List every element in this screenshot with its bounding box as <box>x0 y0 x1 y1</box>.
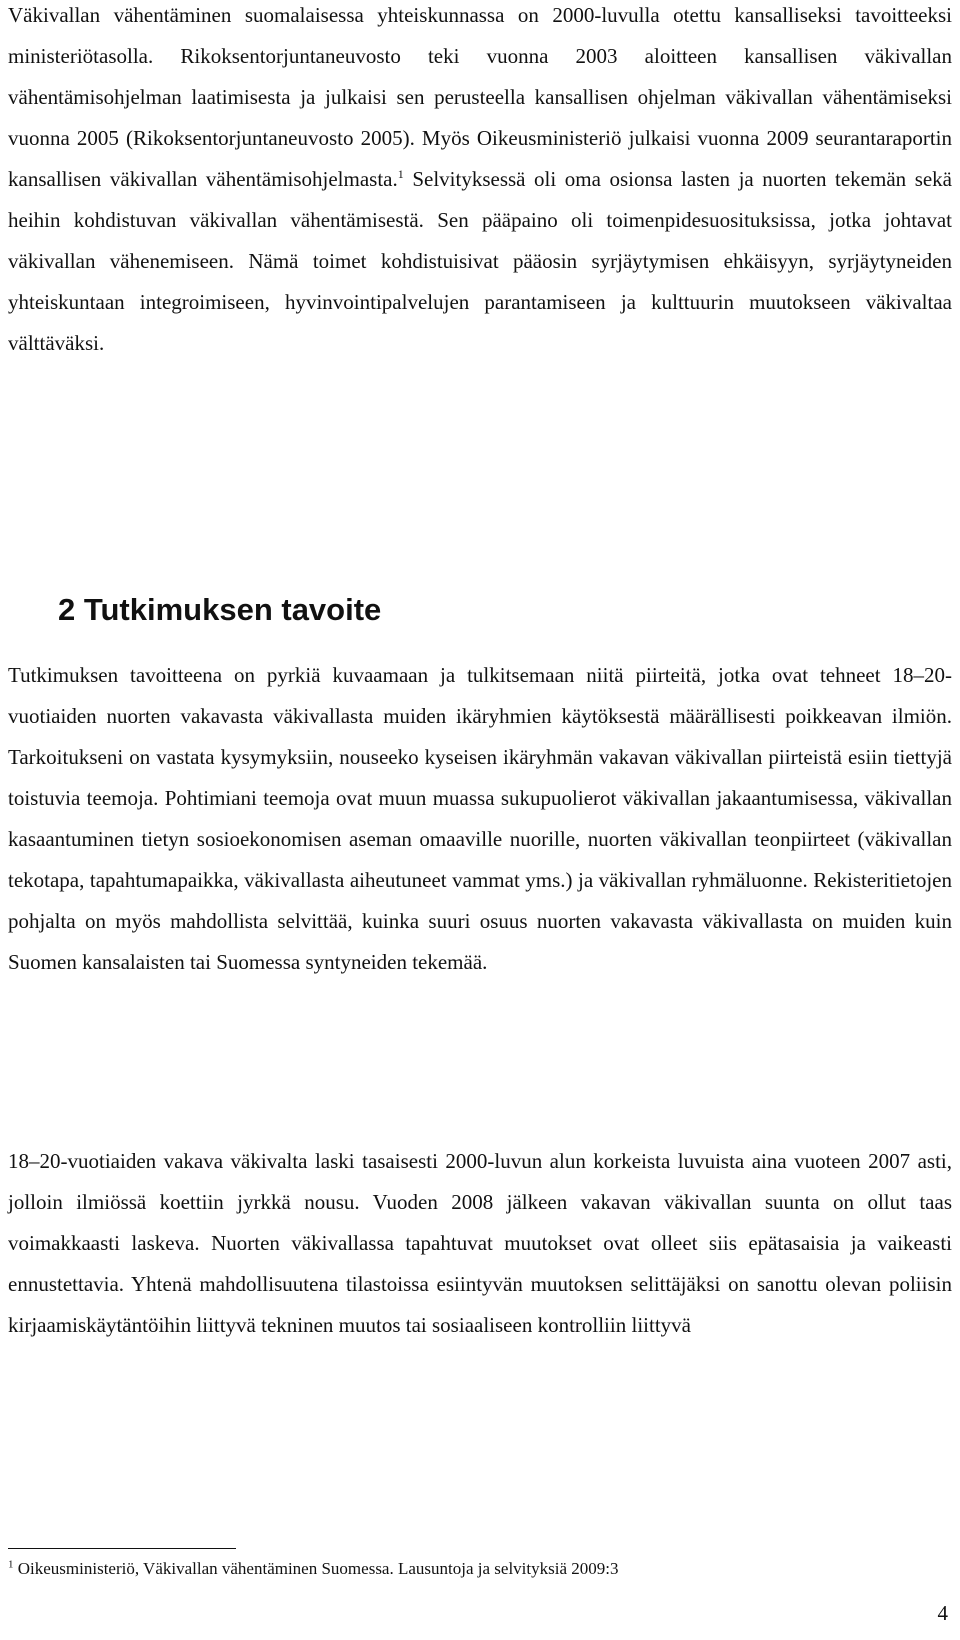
intro-paragraph <box>8 0 952 364</box>
footnote <box>8 1558 618 1580</box>
intro-text-continued: Selvityksessä oli oma osionsa lasten ja nuorten tekemän sekä heihin kohdistuvan väkivallan vähentämisestä. Sen pääpaino oli toimenpidesuosituksissa, jotka johtavat väkivallan vähenemiseen. Nämä toimet kohdistuisivat pääosin syrjäytymisen ehkäisyyn, syrjäytyneiden yhteiskuntaan integroimiseen, hyvinvointipalvelujen parantamiseen ja kulttuurin muutokseen väkivaltaa välttäväksi. <box>8 167 953 355</box>
intro-section <box>8 0 952 364</box>
footnote-number: 1 <box>8 1558 14 1571</box>
footnote-reference[interactable]: 1 <box>397 167 404 181</box>
section-heading: 2 Tutkimuksen tavoite <box>58 592 382 627</box>
trend-section <box>8 1141 952 1346</box>
page-number: 4 <box>937 1601 948 1625</box>
trend-paragraph: 18–20-vuotiaiden vakava väkivalta laski tasaisesti 2000-luvun alun korkeista luvuista aina vuoteen 2007 asti, jolloin ilmiössä koettiin jyrkkä nousu. Vuoden 2008 jälkeen vakavan väkivallan suunta on ollut taas voimakkaasti laskeva. Nuorten väkivallassa tapahtuvat muutokset ovat olleet siis epätasaisia ja vaikeasti ennustettavia. Yhtenä mahdollisuutena tilastoissa esiintyvän muutoksen selittäjäksi on sanottu olevan poliisin kirjaamiskäytäntöihin liittyvä tekninen muutos tai sosiaaliseen kontrolliin liittyvä <box>8 1149 952 1337</box>
goal-paragraph: Tutkimuksen tavoitteena on pyrkiä kuvaamaan ja tulkitsemaan niitä piirteitä, jotka ovat tehneet 18–20-vuotiaiden nuorten vakavasta väkivallasta muiden ikäryhmien käytöksestä määrällisesti poikkeavan ilmiön. Tarkoitukseni on vastata kysymyksiin, nouseeko kyseisen ikäryhmän vakavan väkivallan piirteistä esiin tiettyjä toistuvia teemoja. Pohtimiani teemoja ovat muun muassa sukupuolierot väkivallan jakaantumisessa, väkivallan kasaantuminen tietyn sosioekonomisen aseman omaaville nuorille, nuorten väkivallan teonpiirteet (väkivallan tekotapa, tapahtumapaikka, väkivallasta aiheutuneet vammat yms.) ja väkivallan ryhmäluonne. Rekisteritietojen pohjalta on myös mahdollista selvittää, kuinka suuri osuus nuorten vakavasta väkivallasta on muiden kuin Suomen kansalaisten tai Suomessa syntyneiden tekemää. <box>8 663 952 974</box>
footnote-divider <box>8 1548 236 1549</box>
footnote-text: Oikeusministeriö, Väkivallan vähentäminen Suomessa. Lausuntoja ja selvityksiä 2009:3 <box>13 1559 619 1578</box>
goal-section <box>8 655 952 983</box>
intro-text: Väkivallan vähentäminen suomalaisessa yhteiskunnassa on 2000-luvulla otettu kansalliseksi tavoitteeksi ministeriötasolla. Rikoksentorjuntaneuvosto teki vuonna 2003 aloitteen kansallisen väkivallan vähentämisohjelman laatimisesta ja julkaisi sen perusteella kansallisen ohjelman väkivallan vähentämiseksi vuonna 2005 (Rikoksentorjuntaneuvosto 2005). Myös Oikeusministeriö julkaisi vuonna 2009 seurantaraportin kansallisen väkivallan vähentämisohjelmasta. <box>8 3 952 191</box>
